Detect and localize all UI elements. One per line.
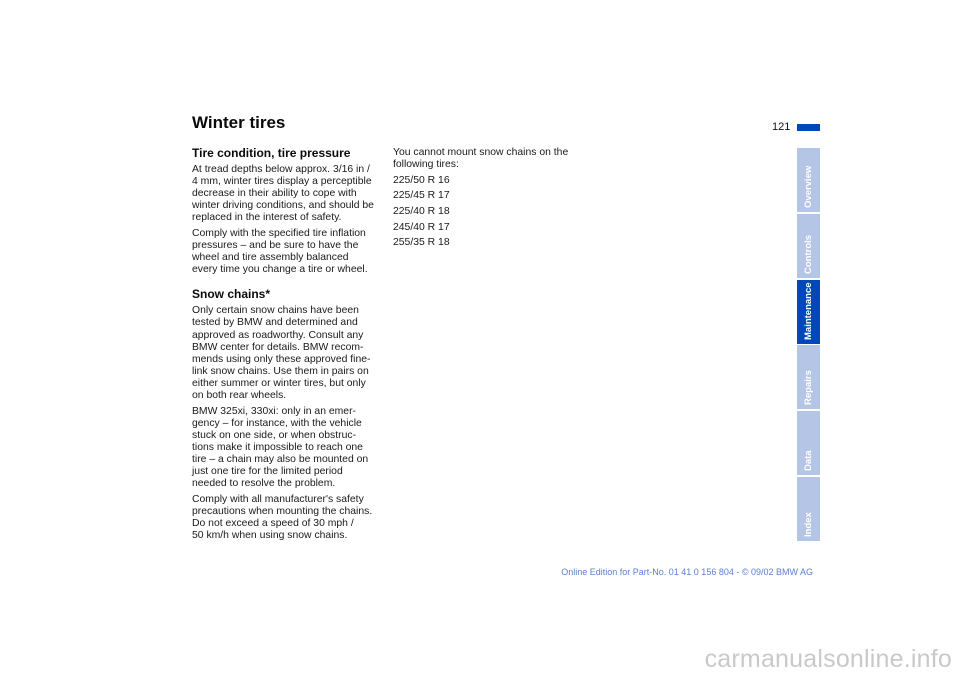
tab-label: Index bbox=[802, 512, 814, 537]
tab-label: Controls bbox=[802, 234, 814, 274]
section-heading-tire-condition: Tire condition, tire pressure bbox=[192, 146, 351, 160]
tire-size-list bbox=[393, 175, 593, 250]
tab-label: Maintenance bbox=[802, 282, 814, 340]
list-item: 245/40 R 17 bbox=[393, 221, 450, 233]
footer-edition-note: Online Edition for Part-No. 01 41 0 156 804 - © 09/02 BMW AG bbox=[561, 567, 813, 577]
paragraph-no-chains-intro: You cannot mount snow chains on the following tires: bbox=[393, 147, 569, 171]
chapter-tabs bbox=[797, 148, 820, 543]
section-heading-snow-chains: Snow chains* bbox=[192, 287, 271, 302]
paragraph-safety-precautions: Comply with all manufacturer's safety precautions when mounting the chains. Do not exceed a speed of 30 mph / 50 km/h when using snow chains. bbox=[192, 493, 373, 542]
page-title: Winter tires bbox=[192, 113, 286, 132]
page-number: 121 bbox=[772, 121, 791, 133]
paragraph-inflation-pressure: Comply with the specified tire inflation pressures – and be sure to have the wheel and tire assembly balanced every time you change a tire or wheel. bbox=[192, 227, 368, 276]
page-marker bbox=[797, 124, 820, 131]
tab-label: Overview bbox=[802, 165, 814, 208]
paragraph-tread-depth: At tread depths below approx. 3/16 in / 4 mm, winter tires display a perceptible decrease in their ability to cope with winter driving conditions, and should be replaced in the interest of safety. bbox=[192, 164, 374, 224]
list-item: 255/35 R 18 bbox=[393, 237, 450, 249]
list-item: 225/40 R 18 bbox=[393, 206, 450, 218]
left-column bbox=[192, 146, 388, 546]
watermark: carmanualsonline.info bbox=[704, 645, 952, 673]
tab-label: Data bbox=[802, 450, 814, 472]
paragraph-approved-chains: Only certain snow chains have been tested by BMW and determined and approved as roadworthy. Consult any BMW center for details. BMW recom- mends using only these approved fine- link snow chains. Use them in pairs on either summer or winter tires, but only on both rear wheels. bbox=[192, 305, 371, 401]
list-item: 225/45 R 17 bbox=[393, 190, 450, 202]
list-item: 225/50 R 16 bbox=[393, 174, 450, 186]
tab-data[interactable] bbox=[797, 411, 820, 475]
right-column bbox=[393, 146, 593, 253]
tab-overview[interactable] bbox=[797, 148, 820, 212]
paragraph-xi-models: BMW 325xi, 330xi: only in an emer- gency – for instance, with the vehicle stuck on one side, or when obstruc- tions make it impossible to reach one tire – a chain may also be mounted on just one tire for the limited period needed to resolve the problem. bbox=[192, 405, 369, 490]
tab-repairs[interactable] bbox=[797, 345, 820, 409]
tab-label: Repairs bbox=[802, 370, 814, 406]
tab-maintenance[interactable] bbox=[797, 280, 820, 344]
tab-controls[interactable] bbox=[797, 214, 820, 278]
tab-index[interactable] bbox=[797, 477, 820, 541]
